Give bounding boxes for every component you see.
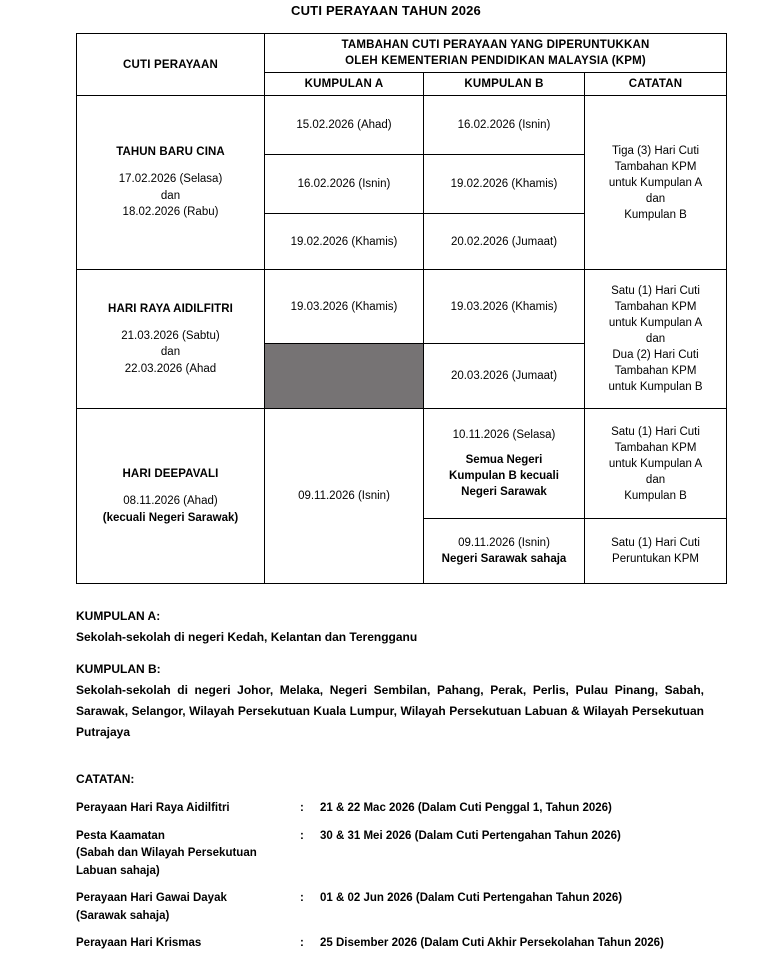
note-label-line: Perayaan Hari Krismas xyxy=(76,937,202,949)
note-item xyxy=(76,828,716,881)
catatan-line: Tambahan KPM xyxy=(614,365,697,377)
catatan-cell-tahun-baru-cina xyxy=(585,96,727,270)
header-tambahan-cuti xyxy=(265,34,727,73)
note-label xyxy=(76,890,300,925)
note-value: 25 Disember 2026 (Dalam Cuti Akhir Persekolahan Tahun 2026) xyxy=(320,937,664,949)
note-label xyxy=(76,800,300,818)
festival-date-line: 08.11.2026 (Ahad) xyxy=(123,495,218,507)
header-catatan: CATATAN xyxy=(585,73,727,96)
kumpulan-a-date: 15.02.2026 (Ahad) xyxy=(265,96,424,155)
catatan-line: Tiga (3) Hari Cuti xyxy=(611,144,700,157)
kumpulan-b-heading: KUMPULAN B: xyxy=(76,662,161,676)
kumpulan-legend xyxy=(76,606,704,743)
kumpulan-b-date: 16.02.2026 (Isnin) xyxy=(424,96,585,155)
kumpulan-b-cell xyxy=(424,409,585,519)
note-value: 21 & 22 Mac 2026 (Dalam Cuti Penggal 1, Tahun 2026) xyxy=(320,802,612,814)
catatan-line: Satu (1) Hari Cuti xyxy=(611,537,700,549)
kumpulan-a-heading: KUMPULAN A: xyxy=(76,609,161,623)
table-header-row-1 xyxy=(77,34,727,73)
festival-cell-tahun-baru-cina xyxy=(77,96,265,270)
note-label-line: (Sabah dan Wilayah Persekutuan xyxy=(76,847,257,859)
header-kumpulan-a: KUMPULAN A xyxy=(265,73,424,96)
catatan-line: Satu (1) Hari Cuti xyxy=(611,425,700,438)
note-item xyxy=(76,890,716,925)
festival-date-line: 17.02.2026 (Selasa) xyxy=(118,173,223,186)
catatan-line: Satu (1) Hari Cuti xyxy=(611,285,700,297)
catatan-line: untuk Kumpulan A xyxy=(608,317,703,329)
catatan-line: Kumpulan B xyxy=(624,208,687,221)
kumpulan-a-date: 19.03.2026 (Khamis) xyxy=(265,270,424,344)
festival-name: HARI DEEPAVALI xyxy=(122,468,219,480)
festival-cell-hari-deepavali xyxy=(77,409,265,584)
kumpulan-b-date: 10.11.2026 (Selasa) xyxy=(452,429,556,441)
note-label xyxy=(76,935,300,953)
catatan-line: Tambahan KPM xyxy=(614,160,697,173)
catatan-line: dan xyxy=(645,192,666,205)
header-cuti-perayaan: CUTI PERAYAAN xyxy=(77,34,265,96)
catatan-line: untuk Kumpulan A xyxy=(608,457,703,470)
kumpulan-b-note-line: Negeri Sarawak sahaja xyxy=(441,553,567,565)
kumpulan-b-date: 19.03.2026 (Khamis) xyxy=(424,270,585,344)
kumpulan-a-states: Sekolah-sekolah di negeri Kedah, Kelantan dan Terengganu xyxy=(76,630,418,644)
kumpulan-b-note-line: Semua Negeri xyxy=(465,454,543,466)
note-label-line: Perayaan Hari Raya Aidilfitri xyxy=(76,802,230,814)
kumpulan-a-empty-gray-cell xyxy=(265,344,424,409)
catatan-cell-deepavali-sarawak xyxy=(585,519,727,584)
notes-title: CATATAN: xyxy=(76,772,135,786)
festival-name: TAHUN BARU CINA xyxy=(116,146,225,159)
header-kumpulan-b: KUMPULAN B xyxy=(424,73,585,96)
catatan-line: Tambahan KPM xyxy=(614,301,697,313)
spacer xyxy=(428,443,580,452)
page-title: CUTI PERAYAAN TAHUN 2026 xyxy=(291,3,481,18)
kumpulan-b-states: Sekolah-sekolah di negeri Johor, Melaka, Negeri Sembilan, Pahang, Perak, Perlis, Pulau Pinang, Sabah, Sarawak, Selangor, Wilayah Persekutuan Kuala Lumpur, Wilayah Persekutuan Labuan & Wilayah Persekutuan Putrajaya xyxy=(76,683,704,739)
legend-spacer xyxy=(76,648,704,659)
note-colon: : xyxy=(300,802,304,814)
festival-cell-hari-raya-aidilfitri xyxy=(77,270,265,409)
festival-date-line: 18.02.2026 (Rabu) xyxy=(122,206,219,219)
note-item xyxy=(76,800,716,818)
note-item xyxy=(76,935,716,953)
table-row xyxy=(77,96,727,155)
note-label xyxy=(76,828,300,881)
table-row xyxy=(77,270,727,344)
catatan-cell-deepavali-primary xyxy=(585,409,727,519)
kumpulan-b-date: 20.02.2026 (Jumaat) xyxy=(424,214,585,270)
catatan-line: dan xyxy=(645,333,666,345)
cuti-perayaan-table-container xyxy=(76,33,726,584)
festival-exception-note: (kecuali Negeri Sarawak) xyxy=(102,511,239,524)
festival-name: HARI RAYA AIDILFITRI xyxy=(108,302,233,315)
table-row xyxy=(77,409,727,519)
note-value: 01 & 02 Jun 2026 (Dalam Cuti Pertengahan Tahun 2026) xyxy=(320,892,623,904)
catatan-line: Tambahan KPM xyxy=(614,441,697,454)
kumpulan-b-cell xyxy=(424,519,585,584)
catatan-line: Peruntukan KPM xyxy=(612,553,699,565)
kumpulan-b-note-line: Negeri Sarawak xyxy=(461,486,547,498)
catatan-line: Dua (2) Hari Cuti xyxy=(612,349,699,361)
note-colon: : xyxy=(300,937,304,949)
note-label-line: Pesta Kaamatan xyxy=(76,829,165,842)
kumpulan-b-date: 20.03.2026 (Jumaat) xyxy=(424,344,585,409)
festival-date-line: 22.03.2026 (Ahad xyxy=(124,362,217,375)
note-label-line: Perayaan Hari Gawai Dayak xyxy=(76,892,227,904)
catatan-line: untuk Kumpulan A xyxy=(608,176,703,189)
header-tambahan-line2: OLEH KEMENTERIAN PENDIDIKAN MALAYSIA (KPM) xyxy=(345,55,646,67)
notes-section xyxy=(76,769,716,953)
kumpulan-a-date: 19.02.2026 (Khamis) xyxy=(265,214,424,270)
kumpulan-b-date: 19.02.2026 (Khamis) xyxy=(424,155,585,214)
catatan-line: Kumpulan B xyxy=(624,489,687,502)
festival-date-line: dan xyxy=(160,346,181,359)
note-colon: : xyxy=(300,829,304,842)
note-label-line: (Sarawak sahaja) xyxy=(76,909,170,922)
cuti-perayaan-table xyxy=(76,33,727,584)
kumpulan-b-date: 09.11.2026 (Isnin) xyxy=(458,537,550,549)
header-tambahan-line1: TAMBAHAN CUTI PERAYAAN YANG DIPERUNTUKKAN xyxy=(341,39,650,51)
kumpulan-b-note-line: Kumpulan B kecuali xyxy=(449,470,559,482)
note-colon: : xyxy=(300,892,304,904)
festival-date-line: 21.03.2026 (Sabtu) xyxy=(121,329,220,342)
catatan-line: dan xyxy=(645,473,666,486)
note-value: 30 & 31 Mei 2026 (Dalam Cuti Pertengahan Tahun 2026) xyxy=(320,829,621,842)
festival-date-line: dan xyxy=(160,189,181,202)
catatan-line: untuk Kumpulan B xyxy=(608,381,703,393)
note-label-line: Labuan sahaja) xyxy=(76,864,160,877)
catatan-cell-hari-raya-aidilfitri xyxy=(585,270,727,409)
kumpulan-a-date: 09.11.2026 (Isnin) xyxy=(265,409,424,584)
kumpulan-a-date: 16.02.2026 (Isnin) xyxy=(265,155,424,214)
